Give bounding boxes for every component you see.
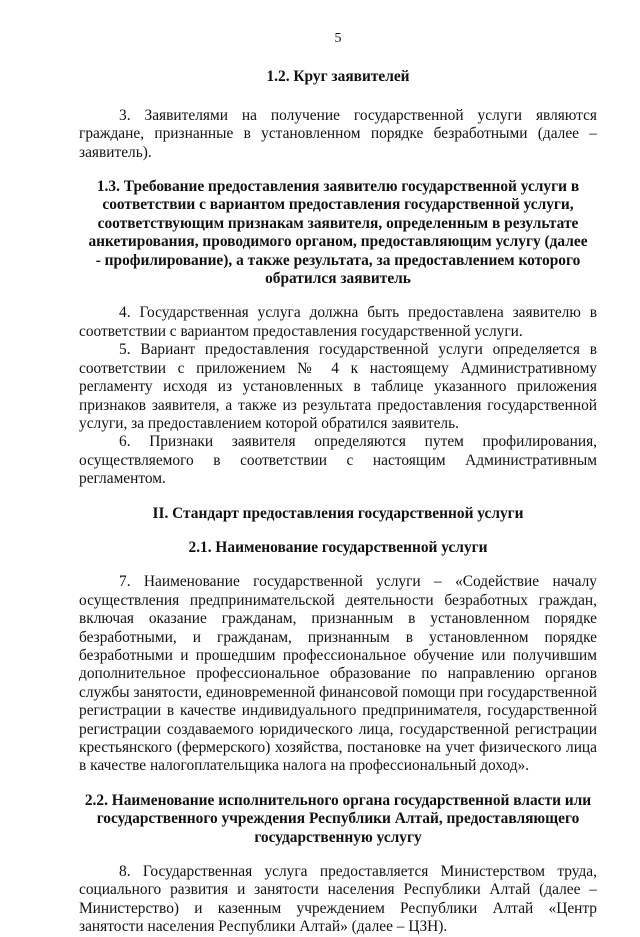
paragraph-5: 5. Вариант предоставления государственной услуги определяется в соответствии с приложением № 4 к настоящему Административному регламенту исходя из установленных в таблице указанного приложения признаков заявителя, а также из результата предоставления государственной услуги, за предоставлением которой обратился заявитель. xyxy=(79,341,597,432)
page-number: 5 xyxy=(334,31,342,46)
paragraph-8: 8. Государственная услуга предоставляется Министерством труда, социального развития и занятости населения Республики Алтай (далее – Министерство) и казенным учреждением Республики Алтай «Центр занятости населения Республики Алтай» (далее – ЦЗН). xyxy=(79,863,597,936)
paragraph-3: 3. Заявителями на получение государственной услуги являются граждане, признанные в установленном порядке безработными (далее – заявитель). xyxy=(79,106,597,161)
section-2-1-title: 2.1. Наименование государственной услуги xyxy=(188,538,488,556)
section-2-2-title: 2.2. Наименование исполнительного органа государственной власти или государственного учреждения Республики Алтай, предоставляющего государственную услугу xyxy=(84,791,592,846)
section-1-2-title: 1.2. Круг заявителей xyxy=(266,68,410,86)
document-page xyxy=(79,30,597,937)
section-II-title: II. Стандарт предоставления государственной услуги xyxy=(152,504,524,522)
paragraph-6: 6. Признаки заявителя определяются путем профилирования, осуществляемого в соответствии с настоящим Административным регламентом. xyxy=(79,433,597,488)
paragraph-4: 4. Государственная услуга должна быть предоставлена заявителю в соответствии с вариантом предоставления государственной услуги. xyxy=(79,304,597,340)
paragraph-7: 7. Наименование государственной услуги – «Содействие началу осуществления предпринимательской деятельности безработных граждан, включая оказание гражданам, признанным в установленном порядке безработными, и гражданам, признанным в установленном порядке безработными и прошедшим профессиональное обучение или получившим дополнительное профессиональное образование по направлению органов службы занятости, единовременной финансовой помощи при государственной регистрации в качестве индивидуального предпринимателя, государственной регистрации создаваемого юридического лица, государственной регистрации крестьянского (фермерского) хозяйства, постановке на учет физического лица в качестве налогоплательщика налога на профессиональный доход». xyxy=(79,573,597,775)
section-1-3-title: 1.3. Требование предоставления заявителю государственной услуги в соответствии с вариантом предоставления государственной услуги, соответствующим признакам заявителя, определенным в результате анкетирования, проводимого органом, предоставляющим услугу (далее - профилирование), а также результата, за предоставлением которого обратился заявитель xyxy=(88,178,588,288)
